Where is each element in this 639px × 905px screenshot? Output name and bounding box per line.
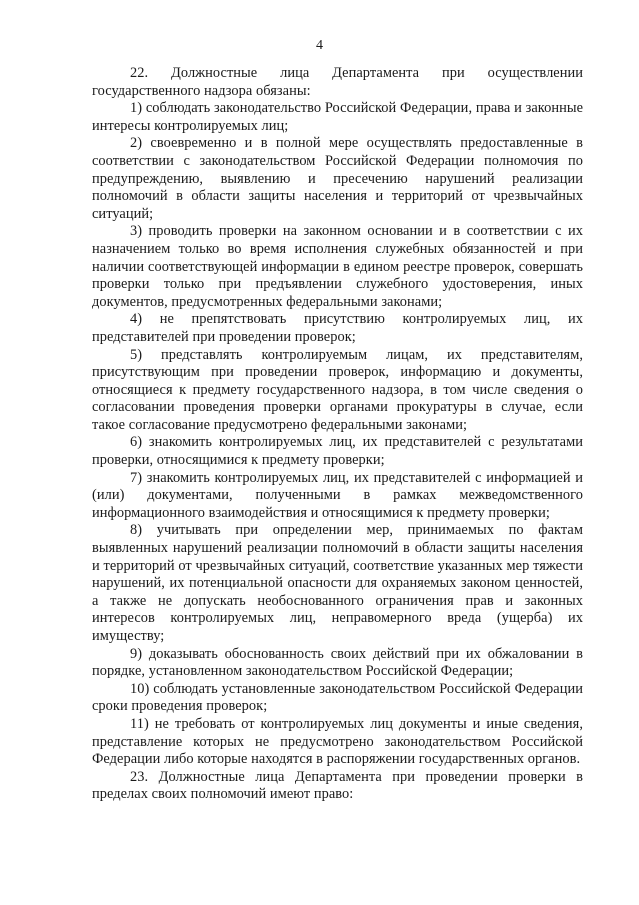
paragraph-23: 23. Должностные лица Департамента при проведении проверки в пределах своих полномочий имеют право: bbox=[92, 768, 583, 803]
page-number: 4 bbox=[316, 38, 323, 53]
list-item-10: 10) соблюдать установленные законодательством Российской Федерации сроки проведения проверок; bbox=[92, 680, 583, 715]
paragraph-22: 22. Должностные лица Департамента при осуществлении государственного надзора обязаны: bbox=[92, 65, 583, 99]
list-item-8: 8) учитывать при определении мер, принимаемых по фактам выявленных нарушений реализации полномочий в области защиты населения и территорий от чрезвычайных ситуаций, соответствие указанных мер тяжести нарушений, их потенциальной опасности для охраняемых законом ценностей, а также не допускать необоснованного ограничения прав и законных интересов контролируемых лиц, неправомерного вреда (ущерба) их имуществу; bbox=[92, 522, 583, 644]
list-item-11: 11) не требовать от контролируемых лиц документы и иные сведения, представление которых не предусмотрено законодательством Российской Федерации либо которые находятся в распоряжении государственных органов. bbox=[92, 715, 583, 768]
list-item-5: 5) представлять контролируемым лицам, их представителям, присутствующим при проведении проверок, информацию и документы, относящиеся к предмету государственного надзора, в том числе сведения о согласовании проведения проверки органами прокуратуры в случае, если такое согласование предусмотрено федеральными законами; bbox=[92, 346, 583, 433]
list-item-7: 7) знакомить контролируемых лиц, их представителей с информацией и (или) документами, полученными в рамках межведомственного информационного взаимодействия и относящимися к предмету проверки; bbox=[92, 469, 583, 521]
list-item-9: 9) доказывать обоснованность своих действий при их обжаловании в порядке, установленном законодательством Российской Федерации; bbox=[92, 645, 583, 680]
list-item-3: 3) проводить проверки на законном основании и в соответствии с их назначением только во время исполнения служебных обязанностей и при наличии соответствующей информации в едином реестре проверок, совершать проверки только при предъявлении служебного удостоверения, иных документов, предусмотренных федеральными законами; bbox=[92, 223, 583, 310]
list-item-6: 6) знакомить контролируемых лиц, их представителей с результатами проверки, относящимися к предмету проверки; bbox=[92, 434, 583, 469]
list-item-2: 2) своевременно и в полной мере осуществлять предоставленные в соответствии с законодательством Российской Федерации полномочия по предупреждению, выявлению и пресечению нарушений реализации полномочий в области защиты населения и территорий от чрезвычайных ситуаций; bbox=[92, 135, 583, 222]
document-body bbox=[92, 65, 583, 804]
list-item-1: 1) соблюдать законодательство Российской Федерации, права и законные интересы контролируемых лиц; bbox=[92, 100, 583, 134]
list-item-4: 4) не препятствовать присутствию контролируемых лиц, их представителей при проведении проверок; bbox=[92, 311, 583, 345]
